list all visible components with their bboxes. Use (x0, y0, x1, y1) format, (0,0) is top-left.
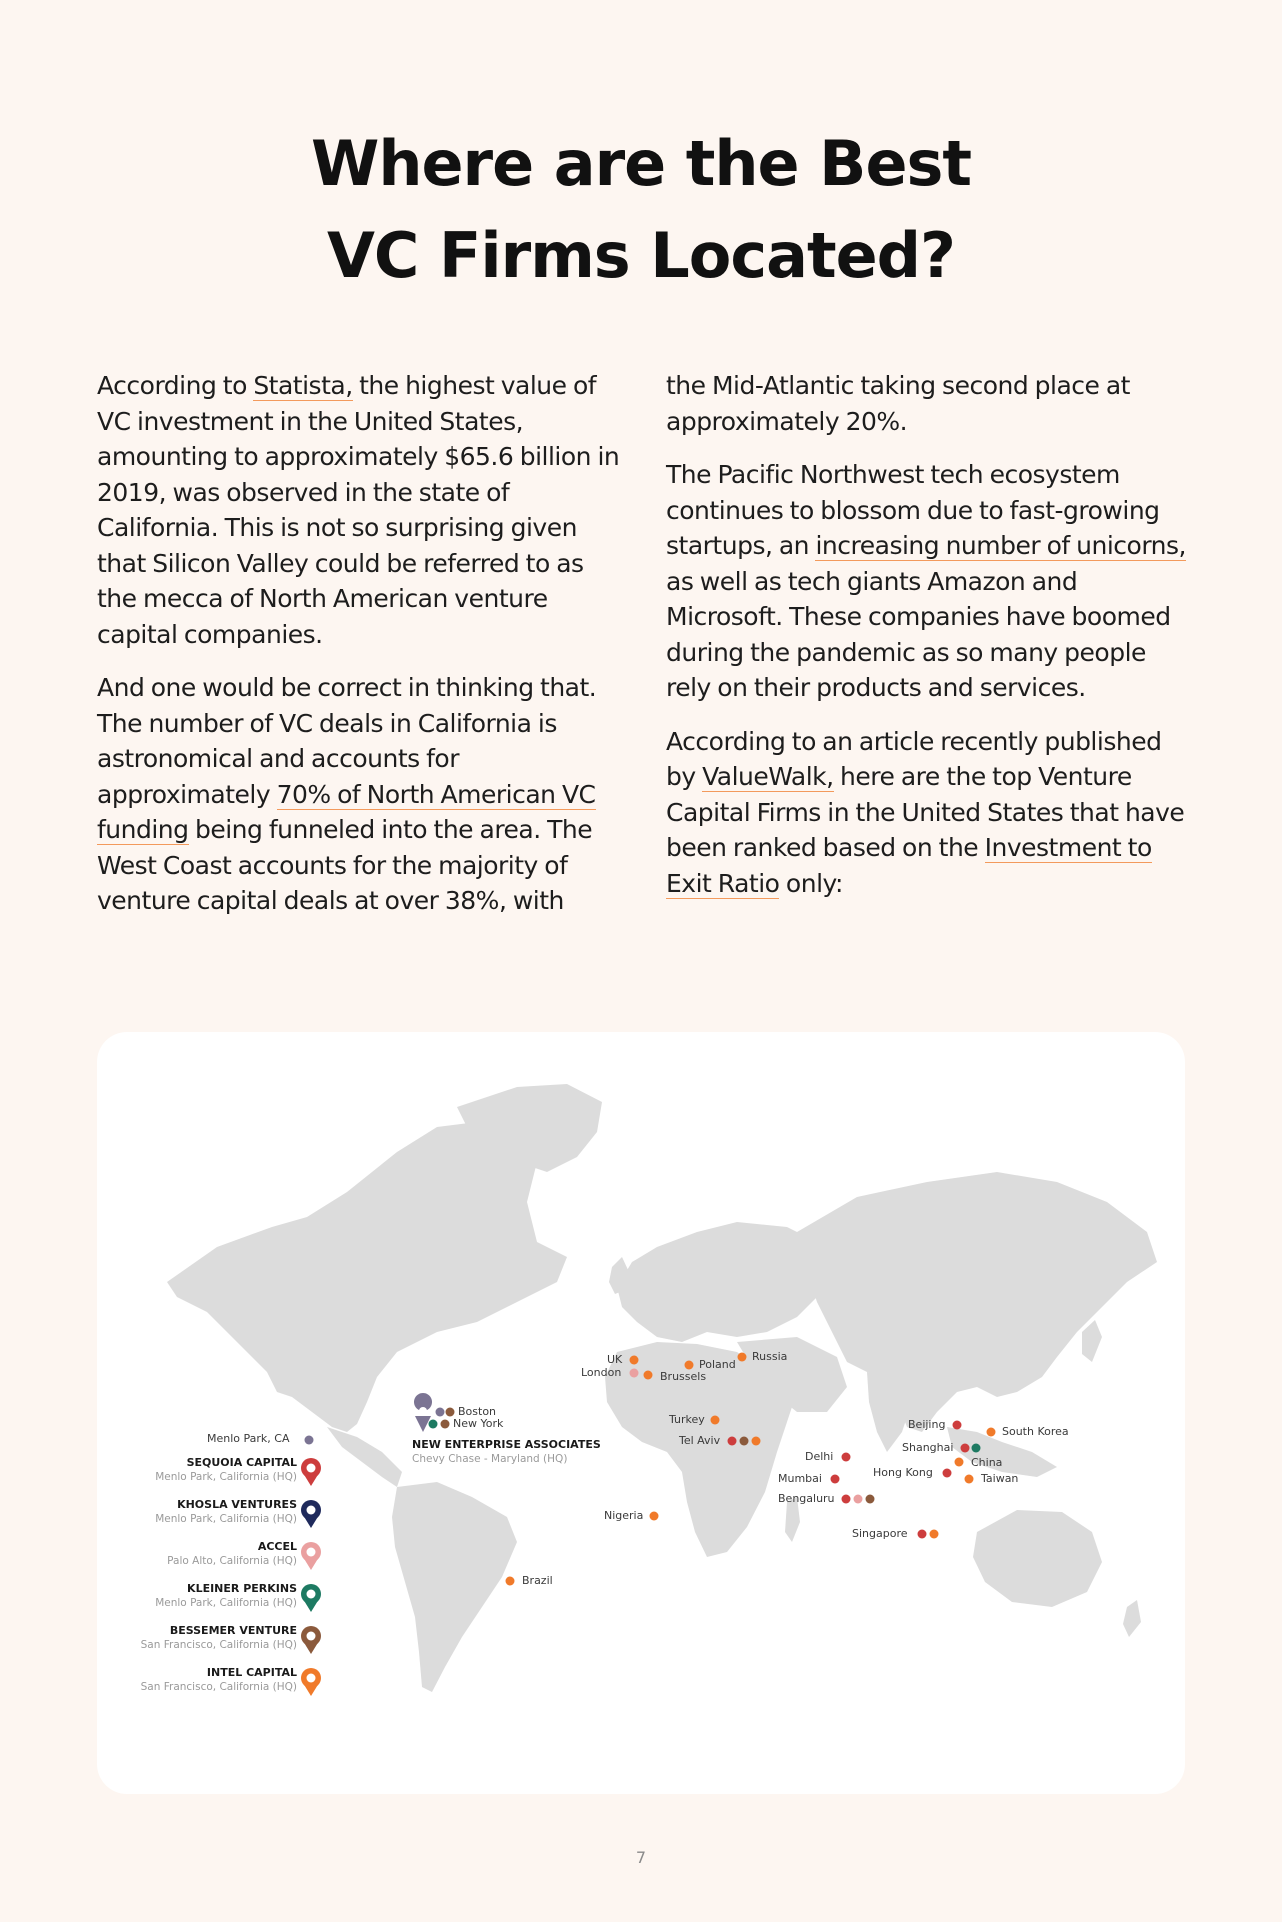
dot-shanghai-kleiner (972, 1444, 981, 1453)
label-south-korea: South Korea (1002, 1425, 1069, 1438)
legend-pins (301, 1458, 321, 1696)
valuewalk-link[interactable]: ValueWalk, (702, 762, 834, 791)
legend-item-intel (141, 1665, 297, 1695)
paragraph (666, 724, 1186, 902)
label-shanghai: Shanghai (902, 1441, 954, 1454)
legend-item-sequoia (155, 1455, 297, 1485)
europe (617, 1222, 827, 1342)
dot-uk (630, 1356, 639, 1365)
title-line-1: Where are the Best (310, 127, 972, 200)
legend-firm-location: San Francisco, California (HQ) (140, 1639, 297, 1651)
legend-firm-location: Menlo Park, California (HQ) (155, 1597, 297, 1609)
label-china: China (971, 1456, 1003, 1469)
legend-firm-location: San Francisco, California (HQ) (140, 1681, 297, 1693)
unicorns-link[interactable]: increasing number of unicorns, (815, 531, 1186, 560)
legend-firm-name: KHOSLA VENTURES (177, 1498, 297, 1511)
label-bengaluru: Bengaluru (778, 1492, 835, 1505)
label-nigeria: Nigeria (604, 1509, 644, 1522)
dot-menlo-park (305, 1436, 314, 1445)
world-map-card (97, 1032, 1185, 1794)
dot-boston-bessemer (446, 1408, 455, 1417)
dot-delhi (842, 1453, 851, 1462)
paragraph (97, 368, 629, 652)
dot-singapore-intel (930, 1530, 939, 1539)
legend-firm-location: Palo Alto, California (HQ) (167, 1555, 297, 1567)
north-america (167, 1122, 567, 1432)
asia (797, 1172, 1157, 1432)
text: According to (97, 371, 254, 400)
text: as well as tech giants Amazon and Microsoft. These companies have boomed during the pandemic as so many people rely on their products and services. (666, 566, 1171, 702)
legend-firm-location: Menlo Park, California (HQ) (155, 1471, 297, 1483)
dot-bengaluru-bessemer (866, 1495, 875, 1504)
australia (973, 1510, 1102, 1607)
label-hong-kong: Hong Kong (873, 1466, 933, 1479)
paragraph (666, 457, 1186, 706)
title-line-2: VC Firms Located? (326, 219, 956, 292)
label-boston: Boston (458, 1405, 497, 1418)
accel-pin-icon (301, 1542, 321, 1570)
text: the highest value of VC investment in the United States, amounting to approximately $65.6 billion in 2019, was observed in the state of California. This is not so surprising given that Silicon Valley could be referred to as the mecca of North American venture capital companies. (97, 371, 620, 649)
dot-turkey (711, 1416, 720, 1425)
dot-brussels (644, 1371, 653, 1380)
dot-nigeria (650, 1512, 659, 1521)
label-taiwan: Taiwan (981, 1472, 1019, 1485)
kleiner-pin-icon (301, 1584, 321, 1612)
left-column (97, 368, 629, 937)
intel-pin-icon (301, 1668, 321, 1696)
legend-item-khosla (155, 1497, 297, 1527)
text: According to an article recently published by (666, 726, 1162, 791)
label-singapore: Singapore (852, 1527, 908, 1540)
dot-boston-nea (436, 1408, 445, 1417)
legend-item-bessemer (141, 1623, 297, 1653)
page-title (0, 118, 1282, 302)
legend-firm-name: SEQUOIA CAPITAL (186, 1456, 297, 1469)
sequoia-pin-icon (301, 1458, 321, 1486)
paragraph: the Mid-Atlantic taking second place at approximately 20%. (666, 371, 1130, 436)
page-number: 7 (635, 1848, 647, 1867)
text: only: (779, 868, 843, 898)
south-america (392, 1482, 517, 1692)
dot-shanghai-sequoia (961, 1444, 970, 1453)
text: And one would be correct in thinking that. The number of VC deals in California is astronomical and accounts for approximately (97, 673, 597, 809)
dot-poland (685, 1361, 694, 1370)
label-beijing: Beijing (908, 1418, 946, 1431)
label-mumbai: Mumbai (778, 1472, 822, 1485)
dot-bengaluru-accel (854, 1495, 863, 1504)
text: being funneled into the area. The West Coast accounts for the majority of venture capital deals at over 38%, with (97, 815, 593, 915)
dot-taiwan (965, 1475, 974, 1484)
legend-item-accel (167, 1539, 297, 1569)
text: The Pacific Northwest tech ecosystem continues to blossom due to fast-growing startups, an (666, 460, 1160, 560)
dot-china (955, 1458, 964, 1467)
nea-name: NEW ENTERPRISE ASSOCIATES (412, 1438, 601, 1451)
nea-label (412, 1437, 601, 1467)
right-column (666, 368, 1186, 919)
statista-link[interactable]: Statista, (253, 371, 353, 400)
dot-brazil (506, 1577, 515, 1586)
nea-location: Chevy Chase - Maryland (HQ) (412, 1453, 568, 1465)
investment-exit-ratio-link[interactable]: Investment to Exit Ratio (666, 833, 1152, 898)
dot-russia (738, 1353, 747, 1362)
legend-firm-location: Menlo Park, California (HQ) (155, 1513, 297, 1525)
new-zealand (1123, 1600, 1141, 1637)
label-russia: Russia (752, 1350, 788, 1363)
label-london: London (581, 1366, 622, 1379)
dot-london (630, 1369, 639, 1378)
label-turkey: Turkey (669, 1413, 705, 1426)
legend-item-kleiner (155, 1581, 297, 1611)
vc-funding-link[interactable]: 70% of North American VC funding (97, 779, 596, 844)
dot-newyork-kleiner (429, 1420, 438, 1429)
japan (1082, 1320, 1102, 1362)
label-new-york: New York (453, 1417, 504, 1430)
legend-firm-name: ACCEL (257, 1540, 297, 1553)
dot-telaviv-intel (752, 1437, 761, 1446)
label-delhi: Delhi (805, 1450, 834, 1463)
label-uk: UK (607, 1353, 623, 1366)
dot-telaviv-bessemer (740, 1437, 749, 1446)
central-america (327, 1427, 402, 1487)
dot-mumbai (831, 1475, 840, 1484)
dot-telaviv-sequoia (728, 1437, 737, 1446)
khosla-pin-icon (301, 1500, 321, 1528)
dot-newyork-bessemer (441, 1420, 450, 1429)
label-menlo-park: Menlo Park, CA (207, 1432, 290, 1445)
paragraph (97, 670, 629, 919)
dot-south-korea (987, 1428, 996, 1437)
dot-beijing (953, 1421, 962, 1430)
dot-singapore-sequoia (918, 1530, 927, 1539)
label-poland: Poland (699, 1358, 736, 1371)
legend-firm-name: KLEINER PERKINS (187, 1582, 297, 1595)
legend-firm-name: INTEL CAPITAL (206, 1666, 297, 1679)
label-tel-aviv: Tel Aviv (679, 1434, 721, 1447)
legend-firm-name: BESSEMER VENTURE (169, 1624, 297, 1637)
dot-bengaluru-sequoia (842, 1495, 851, 1504)
text: here are the top Venture Capital Firms in the United States that have been ranked based on the (666, 762, 1185, 862)
dot-hongkong (943, 1469, 952, 1478)
label-brazil: Brazil (522, 1574, 553, 1587)
bessemer-pin-icon (301, 1626, 321, 1654)
label-brussels: Brussels (660, 1370, 707, 1383)
